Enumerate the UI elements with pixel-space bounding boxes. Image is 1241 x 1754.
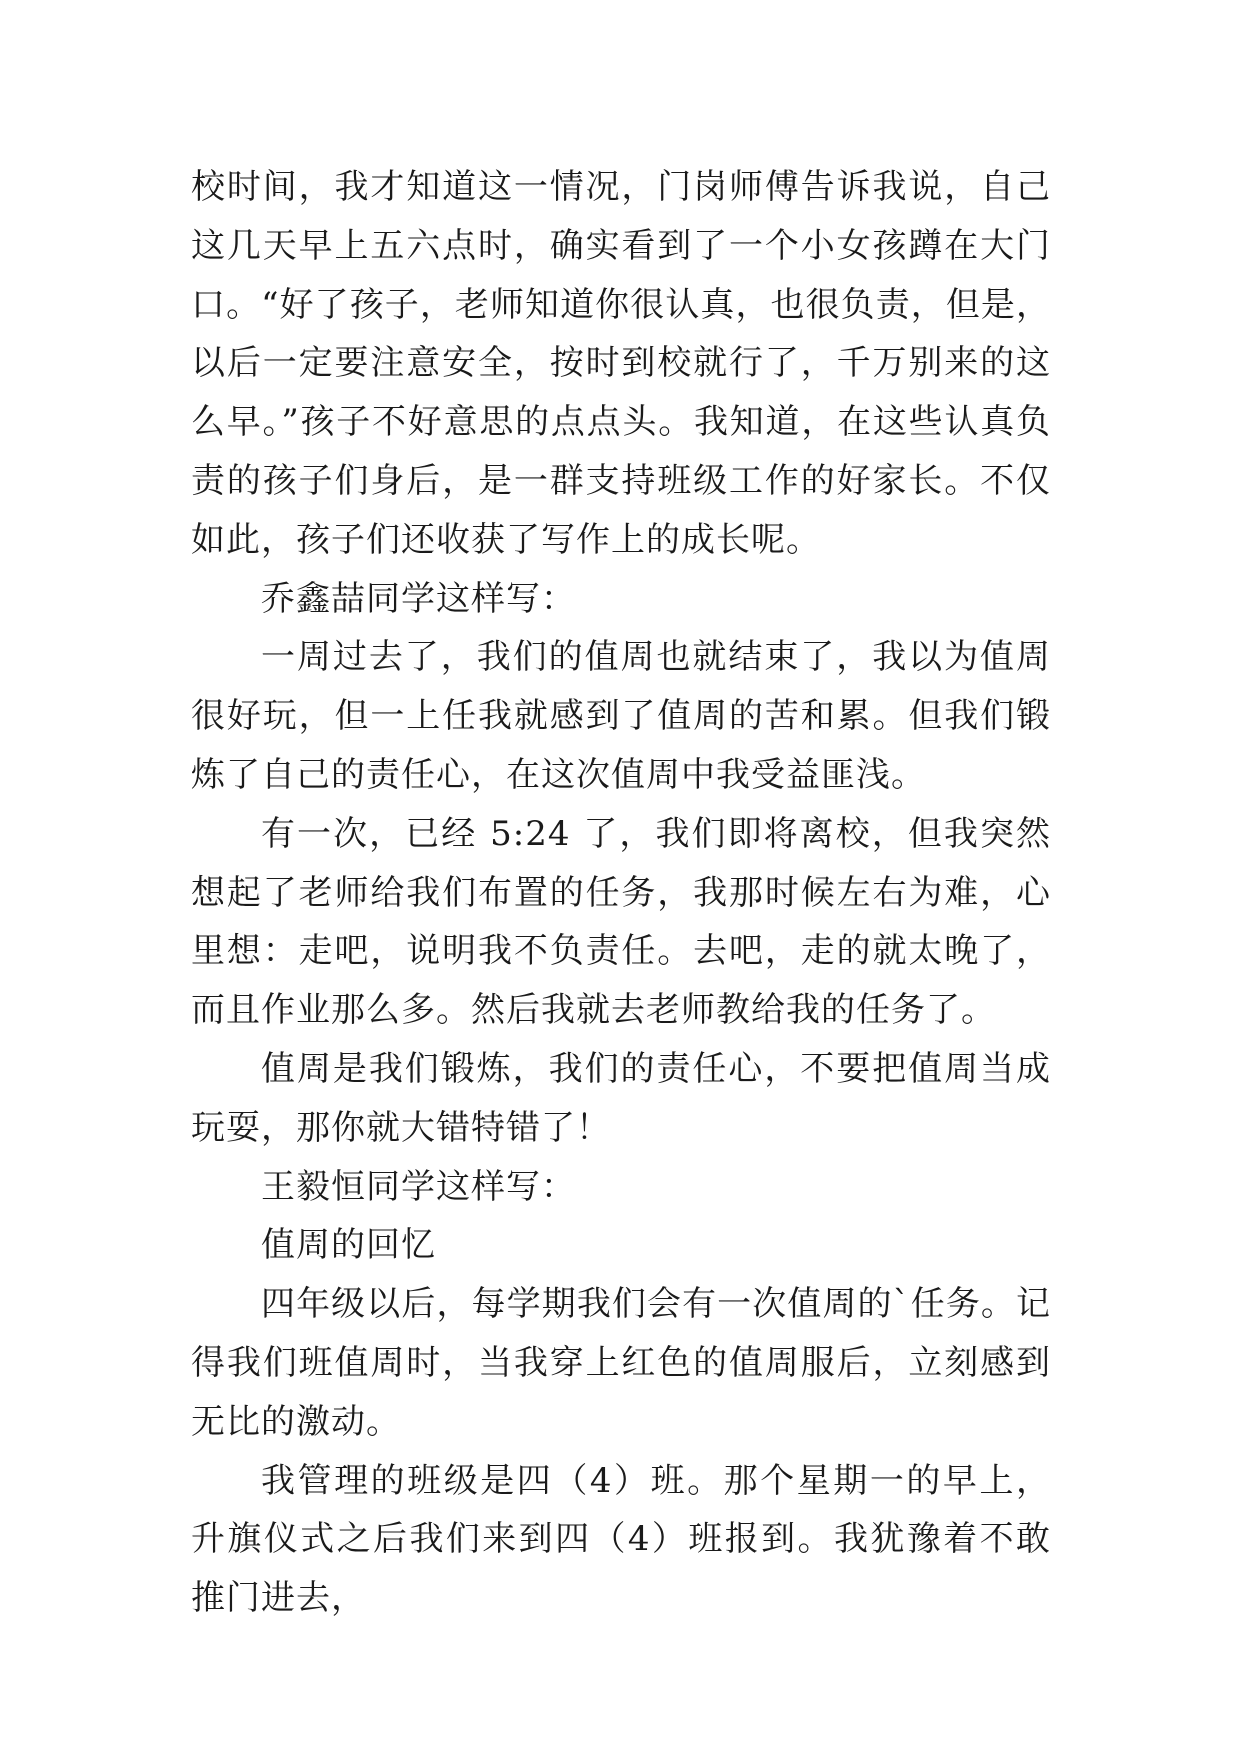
paragraph-heading-qiao: 乔鑫喆同学这样写： [261,578,576,619]
paragraph: 有一次，已经 5:24 了，我们即将离校，但我突然想起了老师给我们布置的任务，我那时候左右为难，心里想：走吧，说明我不负责任。去吧，走的就太晚了，而且作业那么多。然后我就去老师教给我的任务了。 [191,813,1051,1031]
paragraph-heading-wang: 王毅恒同学这样写： [261,1166,576,1207]
paragraph: 我管理的班级是四（4）班。那个星期一的早上，升旗仪式之后我们来到四（4）班报到。我犹豫着不敢推门进去， [191,1460,1051,1619]
paragraph: 值周是我们锻炼，我们的责任心，不要把值周当成玩耍，那你就大错特错了！ [191,1048,1051,1148]
essay-title: 值周的回忆 [261,1225,436,1266]
paragraph: 四年级以后，每学期我们会有一次值周的`任务。记得我们班值周时，当我穿上红色的值周服后，立刻感到无比的激动。 [191,1284,1051,1442]
document-body [191,158,1051,1628]
paragraph-continuation: 校时间，我才知道这一情况，门岗师傅告诉我说，自己这几天早上五六点时，确实看到了一个小女孩蹲在大门口。“好了孩子，老师知道你很认真，也很负责，但是，以后一定要注意安全，按时到校就行了，千万别来的这么早。”孩子不好意思的点点头。我知道，在这些认真负责的孩子们身后，是一群支持班级工作的好家长。不仅如此，孩子们还收获了写作上的成长呢。 [191,167,1051,560]
paragraph: 一周过去了，我们的值周也就结束了，我以为值周很好玩，但一上任我就感到了值周的苦和累。但我们锻炼了自己的责任心，在这次值周中我受益匪浅。 [191,637,1051,795]
